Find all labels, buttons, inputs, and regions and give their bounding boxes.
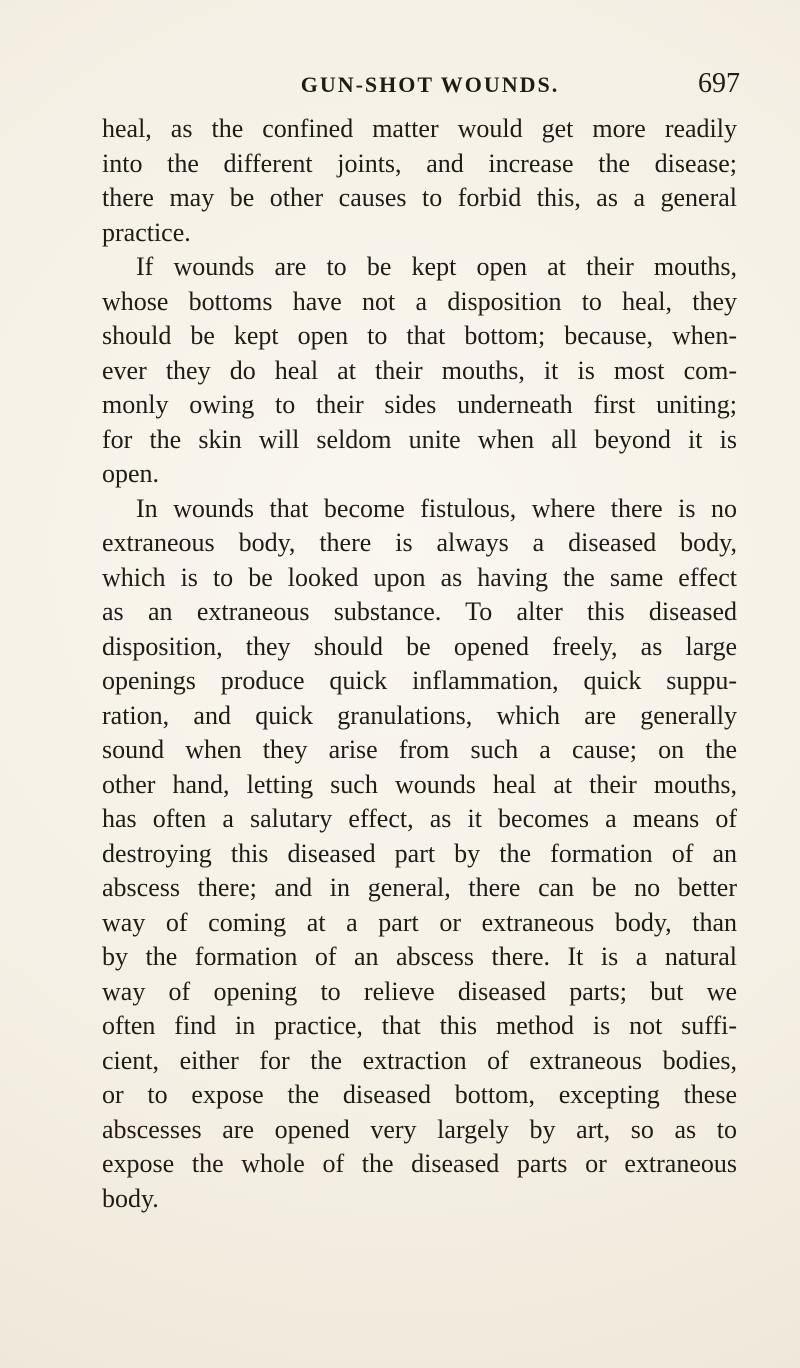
text-line: has often a salutary effect, as it becomes a means of [102, 804, 737, 833]
text-line: ration, and quick granulations, which are generally [102, 700, 737, 730]
text-line: expose the whole of the diseased parts or extraneous [102, 1149, 737, 1178]
text-line: way of opening to relieve diseased parts; but we [102, 976, 737, 1006]
text-line: often find in practice, that this method is not suffi- [102, 1011, 737, 1040]
text-line: or to expose the diseased bottom, excepting these [102, 1080, 737, 1109]
text-line: practice. [102, 217, 191, 247]
text-line: In wounds that become fistulous, where there is no [136, 493, 737, 523]
text-line: should be kept open to that bottom; because, when- [102, 321, 737, 350]
text-line: way of coming at a part or extraneous body, than [102, 907, 737, 937]
text-line: heal, as the confined matter would get more readily [102, 114, 737, 143]
text-line: by the formation of an abscess there. It is a natural [102, 942, 737, 971]
text-line: cient, either for the extraction of extraneous bodies, [102, 1045, 737, 1075]
text-line: openings produce quick inflammation, quick suppu- [102, 666, 737, 695]
text-line: other hand, letting such wounds heal at their mouths, [102, 769, 737, 799]
text-line: whose bottoms have not a disposition to heal, they [102, 286, 737, 316]
text-line: extraneous body, there is always a diseased body, [102, 528, 737, 557]
text-line: monly owing to their sides underneath first uniting; [102, 390, 737, 419]
text-line: disposition, they should be opened freely, as large [102, 631, 737, 661]
page-number: 697 [698, 68, 740, 99]
text-line: If wounds are to be kept open at their mouths, [136, 252, 737, 281]
text-line: destroying this diseased part by the formation of an [102, 838, 737, 868]
text-line: for the skin will seldom unite when all beyond it is [102, 424, 737, 454]
page-header [120, 68, 740, 112]
text-line: abscesses are opened very largely by art, so as to [102, 1114, 737, 1144]
text-line: body. [102, 1183, 159, 1213]
running-head: GUN-SHOT WOUNDS. [300, 72, 560, 97]
text-line: there may be other causes to forbid this, as a general [102, 183, 737, 212]
text-line: into the different joints, and increase the disease; [102, 148, 737, 178]
text-line: which is to be looked upon as having the same effect [102, 562, 737, 592]
text-line: open. [102, 459, 160, 488]
text-line: abscess there; and in general, there can be no better [102, 873, 737, 902]
text-line: ever they do heal at their mouths, it is most com- [102, 355, 737, 385]
text-line: sound when they arise from such a cause; on the [102, 735, 737, 764]
text-line: as an extraneous substance. To alter this diseased [102, 597, 737, 626]
body-text [102, 112, 737, 1216]
